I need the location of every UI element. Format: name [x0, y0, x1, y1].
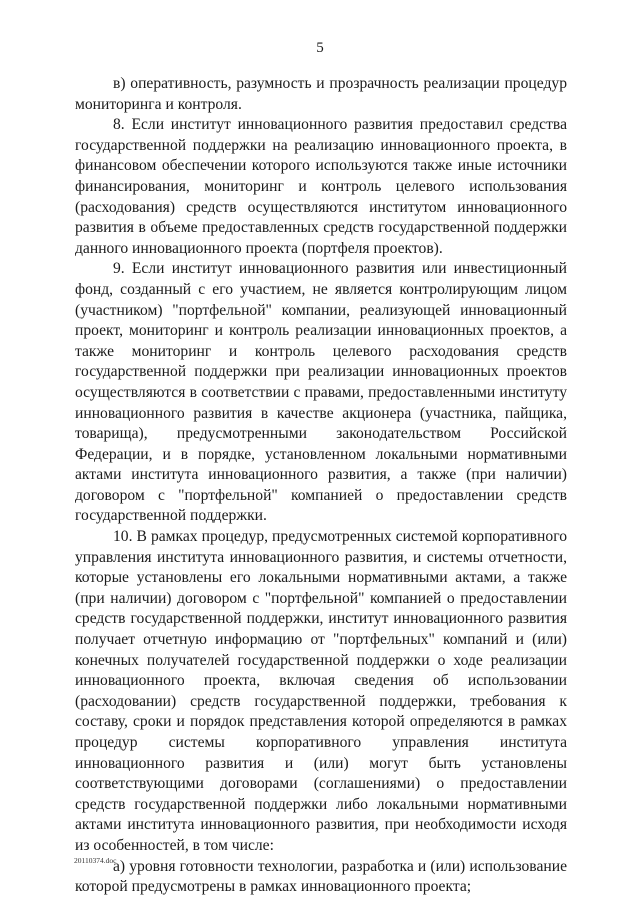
paragraph-9: 9. Если институт инновационного развития или инвестиционный фонд, созданный с его участием, не является контролирующим лицом (участником) "портфельной" компании, реализующей инновационный проект, мониторинг и контроль реализации инновационных проектов, а также мониторинг и контроль целевого расходования средств государственной поддержки при реализации инновационных проектов осуществляются в соответствии с правами, предоставленными институту инновационного развития в качестве акционера (участника, пайщика, товарища), предусмотренными законодательством Российской Федерации, и в порядке, установленном локальными нормативными актами института инновационного развития, а также (при наличии) договором с "портфельной" компанией о предоставлении средств государственной поддержки. — [75, 260, 567, 525]
document-body — [75, 74, 567, 898]
paragraph-item-v: в) оперативность, разумность и прозрачность реализации процедур мониторинга и контроля. — [75, 75, 567, 113]
paragraph-item-a: а) уровня готовности технологии, разработка и (или) использование которой предусмотрены в рамках инновационного проекта; — [75, 857, 567, 896]
paragraph-8: 8. Если институт инновационного развития предоставил средства государственной поддержки на реализацию инновационного проекта, в финансовом обеспечении которого используются также иные источники финансирования, мониторинг и контроль целевого использования (расходования) средств осуществляются институтом инновационного развития в объеме предоставленных средств государственной поддержки данного инновационного проекта (портфеля проектов). — [75, 116, 567, 257]
page-number: 5 — [316, 40, 324, 56]
paragraph-10: 10. В рамках процедур, предусмотренных системой корпоративного управления института инновационного развития, и системы отчетности, которые установлены его локальными нормативными актами, а также (при наличии) договором с "портфельной" компанией о предоставлении средств государственной поддержки, институт инновационного развития получает отчетную информацию от "портфельных" компаний и (или) конечных получателей государственной поддержки о ходе реализации инновационного проекта, включая сведения об использовании (расходовании) средств государственной поддержки, требования к составу, сроки и порядок представления которой определяются в рамках процедур системы корпоративного управления института инновационного развития и (или) могут быть установлены соответствующими договорами (соглашениями) о предоставлении средств государственной поддержки либо локальными нормативными актами института инновационного развития, при необходимости исходя из особенностей, в том числе: — [75, 528, 567, 854]
footer-filename: 20110374.doc — [74, 856, 117, 865]
